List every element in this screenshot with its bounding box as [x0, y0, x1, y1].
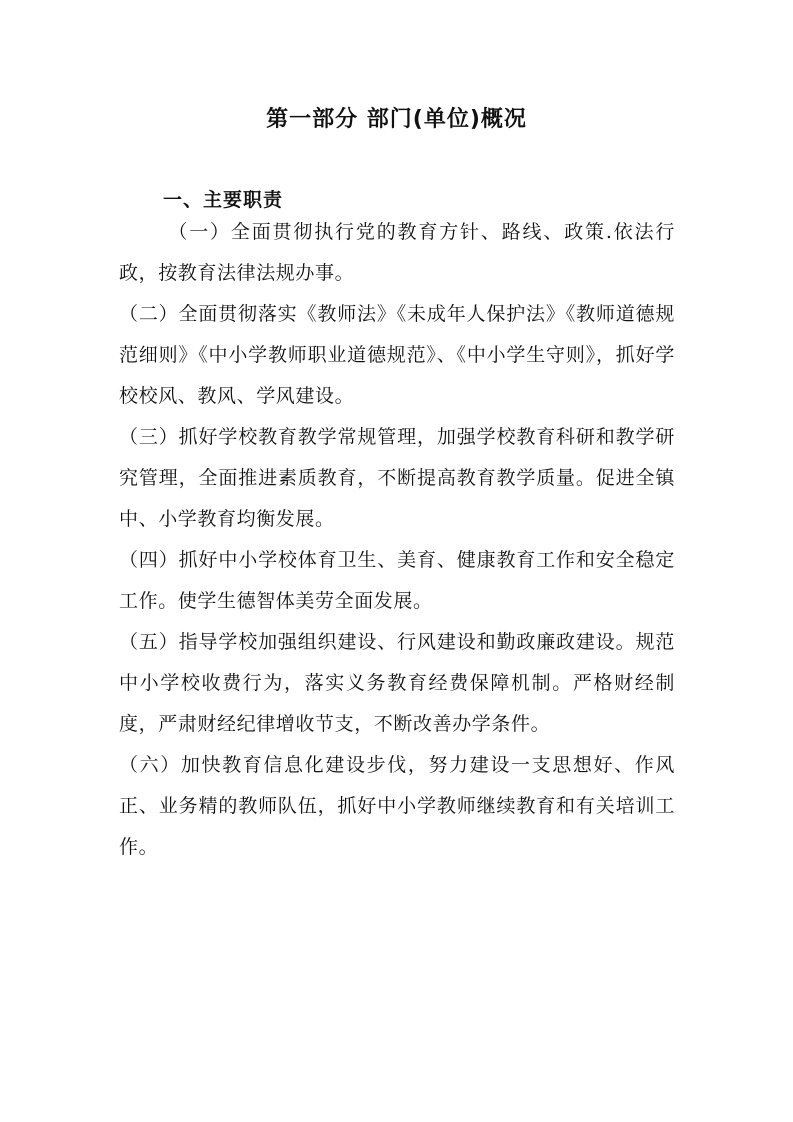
paragraph-duty-5: （五）指导学校加强组织建设、行风建设和勤政廉政建设。规范中小学校收费行为，落实义务教育经费保障机制。严格财经制度，严肃财经纪律增收节支，不断改善办学条件。 [119, 631, 675, 735]
page-title: 第一部分 部门(单位)概况 [266, 107, 527, 132]
paragraph-duty-4: （四）抓好中小学校体育卫生、美育、健康教育工作和安全稳定工作。使学生德智体美劳全面发展。 [119, 549, 675, 612]
body-text [119, 212, 675, 868]
paragraph-duty-6: （六）加快教育信息化建设步伐，努力建设一支思想好、作风正、业务精的教师队伍，抓好中小学教师继续教育和有关培训工作。 [119, 754, 675, 858]
paragraph-duty-1: （一）全面贯彻执行党的教育方针、路线、政策.依法行政，按教育法律法规办事。 [119, 221, 675, 284]
section-heading: 一、主要职责 [163, 189, 284, 211]
paragraph-duty-2: （二）全面贯彻落实《教师法》《未成年人保护法》《教师道德规范细则》《中小学教师职业道德规范》、《中小学生守则》，抓好学校校风、教风、学风建设。 [119, 303, 675, 407]
paragraph-duty-3: （三）抓好学校教育教学常规管理，加强学校教育科研和教学研究管理，全面推进素质教育，不断提高教育教学质量。促进全镇中、小学教育均衡发展。 [119, 426, 675, 530]
